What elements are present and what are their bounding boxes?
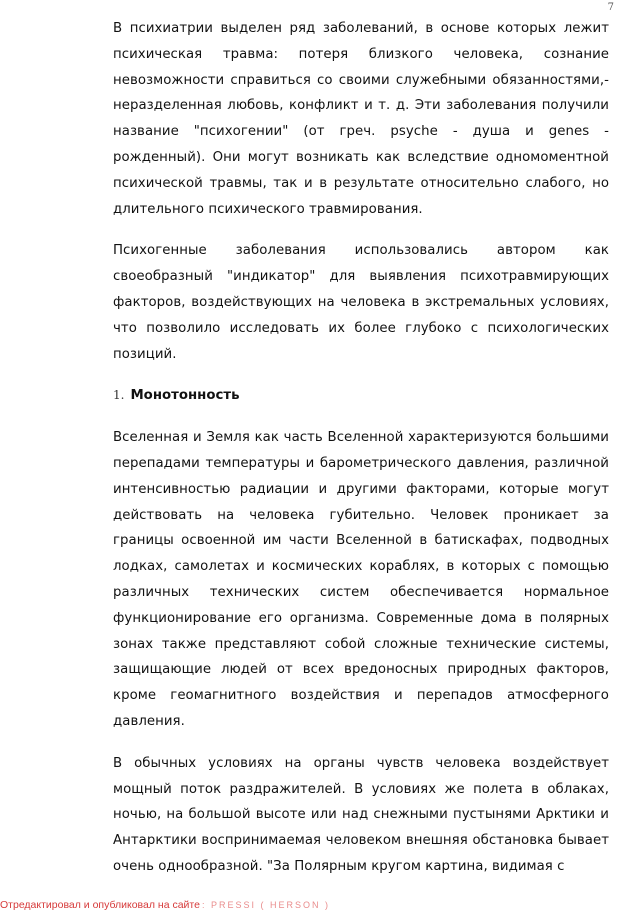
- section-heading: [113, 383, 609, 409]
- section-number: 1.: [113, 388, 125, 403]
- section-title: Монотонность: [130, 388, 240, 404]
- paragraph-indicator: Психогенные заболевания использовались автором как своеобразный "индикатор" для выявления психотравмирующих факторов, воздействующих на человека в экстремальных условиях, что позволило исследовать их более глубоко с психологических позиций.: [113, 243, 609, 362]
- paragraph-universe: Вселенная и Земля как часть Вселенной характеризуются большими перепадами температуры и барометрического давления, различной интенсивностью радиации и другими факторами, которые могут действовать на человека губительно. Человек проникает за границы освоенной им части Вселенной в батискафах, подводных лодках, самолетах и космических кораблях, в которых с помощью различных технических систем обеспечивается нормальное функционирование его организма. Современные дома в полярных зонах также представляют собой сложные технические системы, защищающие людей от всех вредоносных природных факторов, кроме геомагнитного воздействия и перепадов атмосферного давления.: [113, 430, 609, 729]
- footer-credit: [0, 899, 330, 911]
- paragraph-psychogenic-definition: В психиатрии выделен ряд заболеваний, в основе которых лежит психическая травма: потеря близкого человека, сознание невозможности справиться со своими служебными обязанностями,- неразделенная любовь, конфликт и т. д. Эти заболевания получили название "психогении" (от греч. psyche - душа и genes - рожденный). Они могут возникать как вследствие одномоментной психической травмы, так и в результате относительно слабого, но длительного психического травмирования.: [113, 21, 609, 217]
- footer-credit-text: Отредактировал и опубликовал на сайте: [0, 899, 200, 911]
- footer-site-link[interactable]: : PRESSI ( HERSON ): [201, 900, 330, 910]
- page-number: 7: [607, 2, 614, 13]
- document-body: [113, 16, 609, 880]
- paragraph-ordinary-conditions: В обычных условиях на органы чувств человека воздействует мощный поток раздражителей. В условиях же полета в облаках, ночью, на большой высоте или над снежными пустынями Арктики и Антарктики воспринимаемая человеком внешняя обстановка бывает очень однообразной. "За Полярным кругом картина, видимая с: [113, 755, 609, 874]
